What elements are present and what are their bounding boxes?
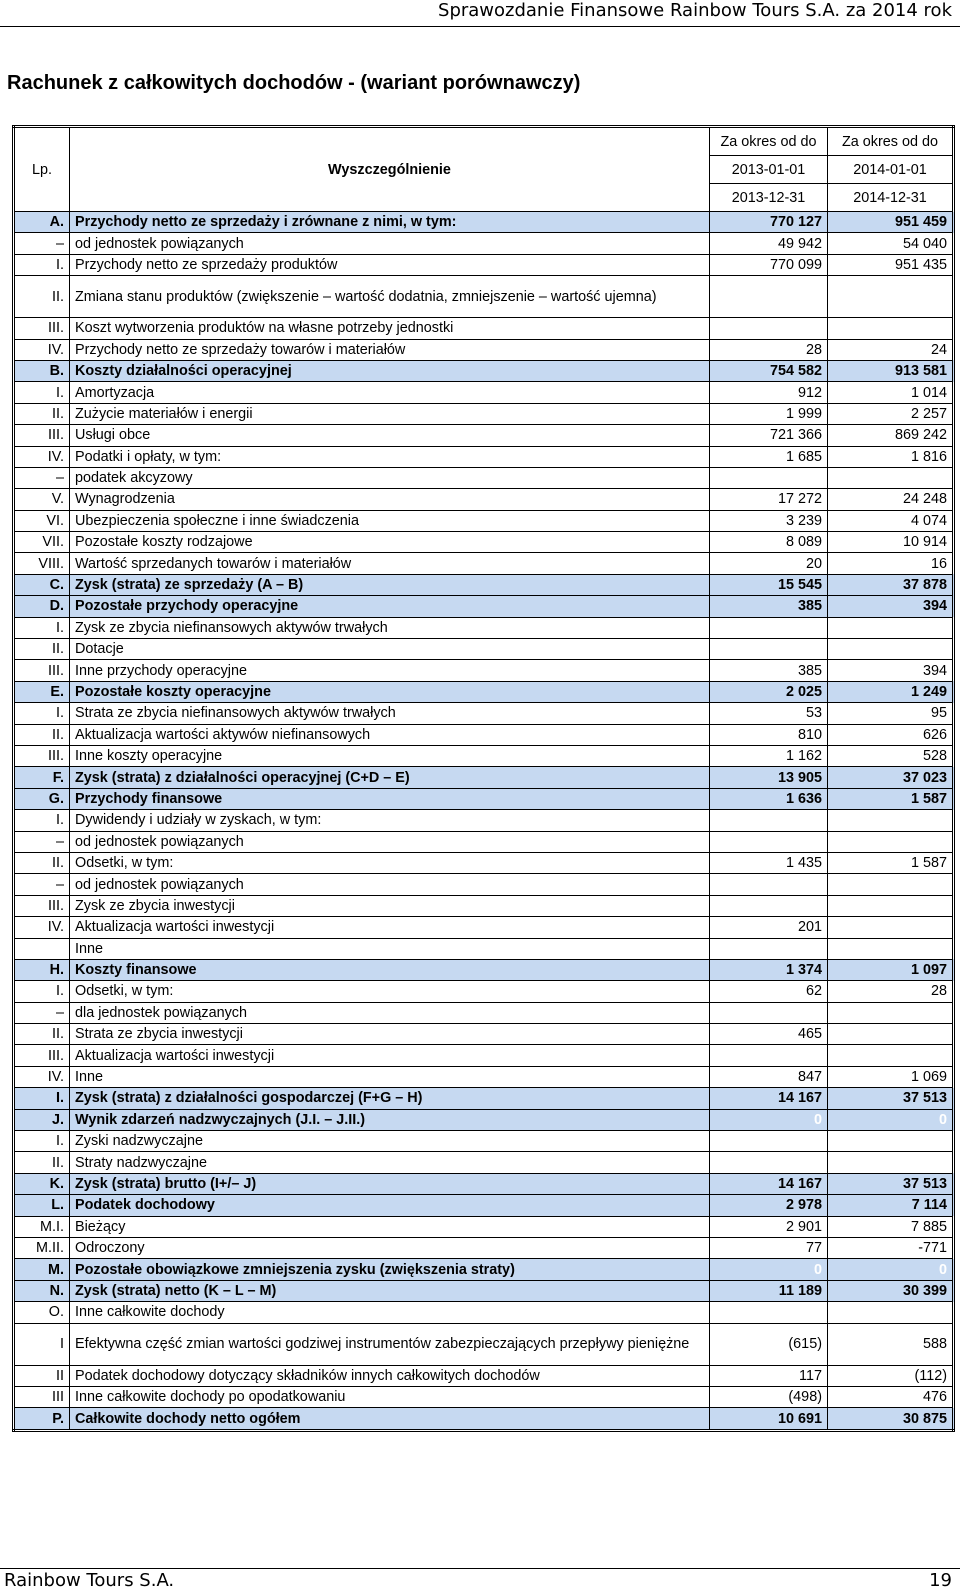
row-value-2013 <box>710 1131 828 1152</box>
row-value-2013 <box>710 1152 828 1173</box>
row-label: Przychody netto ze sprzedaży produktów <box>70 254 710 275</box>
row-label: Aktualizacja wartości inwestycji <box>70 917 710 938</box>
row-label: podatek akcyzowy <box>70 467 710 488</box>
row-label: Inne przychody operacyjne <box>70 660 710 681</box>
row-label: Wartość sprzedanych towarów i materiałów <box>70 553 710 574</box>
table-row <box>14 1195 954 1216</box>
table-row <box>14 553 954 574</box>
desc-header-top <box>70 127 710 156</box>
row-value-2014: 1 097 <box>828 959 954 980</box>
row-lp: III. <box>14 745 70 766</box>
row-value-2014: 0 <box>828 1109 954 1130</box>
row-value-2014: 476 <box>828 1386 954 1407</box>
row-label: Efektywna część zmian wartości godziwej instrumentów zabezpieczających przepływy pieniężne <box>70 1323 710 1365</box>
row-value-2013: 385 <box>710 660 828 681</box>
row-label: Przychody finansowe <box>70 788 710 809</box>
table-row <box>14 1066 954 1087</box>
row-value-2013: (498) <box>710 1386 828 1407</box>
row-value-2014: 95 <box>828 703 954 724</box>
table-row <box>14 724 954 745</box>
row-label: Wynagrodzenia <box>70 489 710 510</box>
row-lp: I <box>14 1323 70 1365</box>
row-lp: IV. <box>14 917 70 938</box>
table-row <box>14 1152 954 1173</box>
table-row <box>14 212 954 233</box>
period2-from: 2014-01-01 <box>828 156 954 184</box>
row-label: Inne <box>70 938 710 959</box>
table-row <box>14 318 954 339</box>
table-row <box>14 339 954 360</box>
table-row <box>14 681 954 702</box>
table-row <box>14 895 954 916</box>
table-row <box>14 1302 954 1323</box>
row-value-2014 <box>828 1302 954 1323</box>
row-value-2014: 10 914 <box>828 532 954 553</box>
row-value-2013 <box>710 318 828 339</box>
row-value-2014 <box>828 1152 954 1173</box>
row-label: Wynik zdarzeń nadzwyczajnych (J.I. – J.II.) <box>70 1109 710 1130</box>
row-value-2014 <box>828 1131 954 1152</box>
row-value-2013: 2 978 <box>710 1195 828 1216</box>
row-value-2013: 11 189 <box>710 1280 828 1301</box>
table-row <box>14 1109 954 1130</box>
row-label: Inne całkowite dochody po opodatkowaniu <box>70 1386 710 1407</box>
row-label: Dotacje <box>70 639 710 660</box>
table-row <box>14 254 954 275</box>
period1-to: 2013-12-31 <box>710 184 828 212</box>
row-label: Odsetki, w tym: <box>70 852 710 873</box>
row-value-2014: 626 <box>828 724 954 745</box>
row-lp: V. <box>14 489 70 510</box>
row-value-2013: 49 942 <box>710 233 828 254</box>
row-value-2014: 7 114 <box>828 1195 954 1216</box>
row-label: Zysk ze zbycia inwestycji <box>70 895 710 916</box>
row-lp: VI. <box>14 510 70 531</box>
row-label: Zysk (strata) z działalności gospodarczej (F+G – H) <box>70 1088 710 1109</box>
row-value-2014: 7 885 <box>828 1216 954 1237</box>
table-row <box>14 745 954 766</box>
row-lp: – <box>14 233 70 254</box>
row-value-2014: 28 <box>828 981 954 1002</box>
row-value-2013: 77 <box>710 1237 828 1258</box>
header-rule <box>0 26 960 27</box>
row-lp: D. <box>14 596 70 617</box>
row-value-2014: 37 513 <box>828 1173 954 1194</box>
row-lp: II. <box>14 403 70 424</box>
row-lp: II. <box>14 852 70 873</box>
row-value-2013: 15 545 <box>710 574 828 595</box>
row-label: dla jednostek powiązanych <box>70 1002 710 1023</box>
row-value-2014: 16 <box>828 553 954 574</box>
row-lp: II. <box>14 1024 70 1045</box>
row-value-2013: 754 582 <box>710 360 828 381</box>
table-row <box>14 981 954 1002</box>
row-label: Usługi obce <box>70 425 710 446</box>
row-label: Zysk (strata) brutto (I+/– J) <box>70 1173 710 1194</box>
row-lp: II. <box>14 639 70 660</box>
table-row <box>14 510 954 531</box>
row-lp: O. <box>14 1302 70 1323</box>
row-value-2014: 37 878 <box>828 574 954 595</box>
row-label: Inne koszty operacyjne <box>70 745 710 766</box>
table-row <box>14 703 954 724</box>
row-label: Zyski nadzwyczajne <box>70 1131 710 1152</box>
table-row <box>14 617 954 638</box>
table-row <box>14 1045 954 1066</box>
row-lp: III. <box>14 660 70 681</box>
row-value-2014: (112) <box>828 1365 954 1386</box>
row-lp: II. <box>14 276 70 318</box>
row-value-2014: 24 <box>828 339 954 360</box>
row-value-2014 <box>828 917 954 938</box>
row-value-2013: 1 999 <box>710 403 828 424</box>
row-label: Zmiana stanu produktów (zwiększenie – wartość dodatnia, zmniejszenie – wartość ujemna) <box>70 276 710 318</box>
row-label: Zysk ze zbycia niefinansowych aktywów trwałych <box>70 617 710 638</box>
row-lp: IV. <box>14 446 70 467</box>
row-lp: B. <box>14 360 70 381</box>
row-label: Koszt wytworzenia produktów na własne potrzeby jednostki <box>70 318 710 339</box>
period2-label: Za okres od do <box>828 127 954 156</box>
table-row <box>14 1280 954 1301</box>
row-lp: – <box>14 1002 70 1023</box>
table-row <box>14 917 954 938</box>
row-lp: III. <box>14 1045 70 1066</box>
row-value-2014: 1 249 <box>828 681 954 702</box>
row-lp: I. <box>14 617 70 638</box>
row-value-2014: 54 040 <box>828 233 954 254</box>
row-lp: III. <box>14 425 70 446</box>
row-value-2013: 912 <box>710 382 828 403</box>
row-lp: J. <box>14 1109 70 1130</box>
row-label: Przychody netto ze sprzedaży towarów i materiałów <box>70 339 710 360</box>
table-row <box>14 446 954 467</box>
row-value-2013: 3 239 <box>710 510 828 531</box>
period1-from: 2013-01-01 <box>710 156 828 184</box>
row-lp: I. <box>14 382 70 403</box>
row-value-2013: 0 <box>710 1109 828 1130</box>
table-row <box>14 852 954 873</box>
row-label: Zysk (strata) ze sprzedaży (A – B) <box>70 574 710 595</box>
row-lp: – <box>14 831 70 852</box>
row-label: Koszty działalności operacyjnej <box>70 360 710 381</box>
table-row <box>14 467 954 488</box>
row-label: Ubezpieczenia społeczne i inne świadczenia <box>70 510 710 531</box>
row-value-2013 <box>710 276 828 318</box>
row-lp: M.II. <box>14 1237 70 1258</box>
row-label: Aktualizacja wartości aktywów niefinansowych <box>70 724 710 745</box>
row-value-2014 <box>828 1002 954 1023</box>
row-value-2013: 53 <box>710 703 828 724</box>
row-label: Pozostałe obowiązkowe zmniejszenia zysku (zwiększenia straty) <box>70 1259 710 1280</box>
row-value-2013: 28 <box>710 339 828 360</box>
lp-header-top <box>14 127 70 156</box>
table-row <box>14 1259 954 1280</box>
row-value-2013 <box>710 467 828 488</box>
row-value-2014 <box>828 318 954 339</box>
row-value-2013: 721 366 <box>710 425 828 446</box>
table-row <box>14 1024 954 1045</box>
row-value-2014: 394 <box>828 596 954 617</box>
row-lp: II. <box>14 724 70 745</box>
row-value-2013 <box>710 639 828 660</box>
row-lp: III <box>14 1386 70 1407</box>
row-value-2013: 201 <box>710 917 828 938</box>
row-label: Podatek dochodowy dotyczący składników innych całkowitych dochodów <box>70 1365 710 1386</box>
row-value-2014: 24 248 <box>828 489 954 510</box>
row-value-2013: 20 <box>710 553 828 574</box>
row-value-2014: 951 459 <box>828 212 954 233</box>
row-label: od jednostek powiązanych <box>70 233 710 254</box>
table-row <box>14 874 954 895</box>
row-value-2013: 1 636 <box>710 788 828 809</box>
row-label: od jednostek powiązanych <box>70 874 710 895</box>
table-row <box>14 596 954 617</box>
row-value-2014 <box>828 639 954 660</box>
row-value-2014: 1 014 <box>828 382 954 403</box>
row-value-2014: 0 <box>828 1259 954 1280</box>
row-value-2014: 394 <box>828 660 954 681</box>
row-lp: I. <box>14 703 70 724</box>
row-lp: II. <box>14 1152 70 1173</box>
row-lp: A. <box>14 212 70 233</box>
table-row <box>14 276 954 318</box>
table-row <box>14 959 954 980</box>
row-label: Podatki i opłaty, w tym: <box>70 446 710 467</box>
row-label: od jednostek powiązanych <box>70 831 710 852</box>
row-lp: – <box>14 467 70 488</box>
row-value-2013: 770 127 <box>710 212 828 233</box>
table-row <box>14 403 954 424</box>
header-row-3 <box>14 184 954 212</box>
table-row <box>14 382 954 403</box>
table-row <box>14 767 954 788</box>
row-value-2014 <box>828 810 954 831</box>
row-value-2014 <box>828 276 954 318</box>
row-label: Strata ze zbycia niefinansowych aktywów trwałych <box>70 703 710 724</box>
table-row <box>14 660 954 681</box>
row-value-2013: 1 685 <box>710 446 828 467</box>
table-row <box>14 1365 954 1386</box>
row-value-2014: 37 023 <box>828 767 954 788</box>
table-row <box>14 532 954 553</box>
table-row <box>14 1323 954 1365</box>
running-header: Sprawozdanie Finansowe Rainbow Tours S.A. za 2014 rok <box>438 0 952 21</box>
row-lp: I. <box>14 254 70 275</box>
row-lp: P. <box>14 1408 70 1430</box>
row-lp: N. <box>14 1280 70 1301</box>
row-label: Bieżący <box>70 1216 710 1237</box>
table-row <box>14 574 954 595</box>
table-row <box>14 489 954 510</box>
row-value-2013: 14 167 <box>710 1088 828 1109</box>
row-lp: VIII. <box>14 553 70 574</box>
row-value-2013: (615) <box>710 1323 828 1365</box>
table-row <box>14 938 954 959</box>
row-lp: I. <box>14 981 70 1002</box>
row-label: Dywidendy i udziały w zyskach, w tym: <box>70 810 710 831</box>
row-value-2014: 951 435 <box>828 254 954 275</box>
row-value-2013: 770 099 <box>710 254 828 275</box>
row-value-2014 <box>828 1024 954 1045</box>
row-value-2014: 869 242 <box>828 425 954 446</box>
row-value-2013 <box>710 831 828 852</box>
row-value-2014 <box>828 467 954 488</box>
row-value-2013 <box>710 810 828 831</box>
row-value-2013: 2 901 <box>710 1216 828 1237</box>
table-row <box>14 1131 954 1152</box>
row-value-2014: 1 587 <box>828 788 954 809</box>
row-value-2014: 913 581 <box>828 360 954 381</box>
row-value-2013: 1 435 <box>710 852 828 873</box>
row-value-2014 <box>828 617 954 638</box>
row-value-2014 <box>828 874 954 895</box>
row-lp: I. <box>14 1088 70 1109</box>
row-value-2013: 13 905 <box>710 767 828 788</box>
row-value-2014: 528 <box>828 745 954 766</box>
row-label: Inne <box>70 1066 710 1087</box>
row-label: Koszty finansowe <box>70 959 710 980</box>
row-value-2013 <box>710 617 828 638</box>
row-lp: IV. <box>14 339 70 360</box>
row-label: Zysk (strata) z działalności operacyjnej (C+D – E) <box>70 767 710 788</box>
row-label: Aktualizacja wartości inwestycji <box>70 1045 710 1066</box>
row-value-2013: 847 <box>710 1066 828 1087</box>
period2-to: 2014-12-31 <box>828 184 954 212</box>
row-value-2014: 30 875 <box>828 1408 954 1430</box>
row-label: Zużycie materiałów i energii <box>70 403 710 424</box>
row-lp: – <box>14 874 70 895</box>
desc-header-bottom <box>70 184 710 212</box>
row-value-2013 <box>710 1045 828 1066</box>
row-label: Odsetki, w tym: <box>70 981 710 1002</box>
row-value-2013 <box>710 1002 828 1023</box>
row-value-2013: 62 <box>710 981 828 1002</box>
row-label: Strata ze zbycia inwestycji <box>70 1024 710 1045</box>
header-row-1 <box>14 127 954 156</box>
table-row <box>14 425 954 446</box>
row-value-2013: 10 691 <box>710 1408 828 1430</box>
row-value-2014: 1 587 <box>828 852 954 873</box>
row-value-2013: 2 025 <box>710 681 828 702</box>
row-lp: K. <box>14 1173 70 1194</box>
row-value-2013: 17 272 <box>710 489 828 510</box>
footer-rule <box>0 1568 960 1569</box>
row-lp: M. <box>14 1259 70 1280</box>
table-row <box>14 788 954 809</box>
row-lp: H. <box>14 959 70 980</box>
income-statement-table <box>12 125 955 1432</box>
row-value-2014: 2 257 <box>828 403 954 424</box>
row-label: Zysk (strata) netto (K – L – M) <box>70 1280 710 1301</box>
table-row <box>14 1088 954 1109</box>
row-label: Całkowite dochody netto ogółem <box>70 1408 710 1430</box>
row-value-2013 <box>710 895 828 916</box>
row-value-2013: 385 <box>710 596 828 617</box>
row-lp: I. <box>14 810 70 831</box>
table-row <box>14 1002 954 1023</box>
row-lp: M.I. <box>14 1216 70 1237</box>
row-label: Przychody netto ze sprzedaży i zrównane z nimi, w tym: <box>70 212 710 233</box>
table-row <box>14 233 954 254</box>
row-label: Pozostałe koszty operacyjne <box>70 681 710 702</box>
row-value-2014 <box>828 1045 954 1066</box>
table-row <box>14 1216 954 1237</box>
table-row <box>14 1386 954 1407</box>
row-lp: I. <box>14 1131 70 1152</box>
table-row <box>14 1237 954 1258</box>
row-value-2013 <box>710 874 828 895</box>
period1-label: Za okres od do <box>710 127 828 156</box>
page-number: 19 <box>929 1570 952 1591</box>
row-value-2014: 30 399 <box>828 1280 954 1301</box>
row-lp: II <box>14 1365 70 1386</box>
page-title: Rachunek z całkowitych dochodów - (wariant porównawczy) <box>7 72 581 94</box>
row-label: Pozostałe koszty rodzajowe <box>70 532 710 553</box>
row-value-2013: 465 <box>710 1024 828 1045</box>
footer-company: Rainbow Tours S.A. <box>4 1570 175 1591</box>
row-value-2014: 1 816 <box>828 446 954 467</box>
lp-header: Lp. <box>14 156 70 184</box>
row-label: Podatek dochodowy <box>70 1195 710 1216</box>
row-value-2014: -771 <box>828 1237 954 1258</box>
row-lp: L. <box>14 1195 70 1216</box>
row-value-2014 <box>828 895 954 916</box>
row-lp <box>14 938 70 959</box>
row-lp: F. <box>14 767 70 788</box>
row-value-2013: 117 <box>710 1365 828 1386</box>
row-value-2013: 0 <box>710 1259 828 1280</box>
row-lp: IV. <box>14 1066 70 1087</box>
row-value-2014: 1 069 <box>828 1066 954 1087</box>
row-value-2013: 810 <box>710 724 828 745</box>
row-value-2014: 4 074 <box>828 510 954 531</box>
header-row-2 <box>14 156 954 184</box>
row-value-2013: 1 162 <box>710 745 828 766</box>
desc-header: Wyszczególnienie <box>70 156 710 184</box>
table-body <box>14 212 954 1431</box>
row-lp: C. <box>14 574 70 595</box>
row-label: Pozostałe przychody operacyjne <box>70 596 710 617</box>
row-label: Amortyzacja <box>70 382 710 403</box>
table-row <box>14 1408 954 1430</box>
row-label: Inne całkowite dochody <box>70 1302 710 1323</box>
row-lp: III. <box>14 318 70 339</box>
lp-header-bottom <box>14 184 70 212</box>
row-lp: VII. <box>14 532 70 553</box>
row-value-2014 <box>828 938 954 959</box>
row-label: Straty nadzwyczajne <box>70 1152 710 1173</box>
row-value-2014 <box>828 831 954 852</box>
row-lp: III. <box>14 895 70 916</box>
row-value-2013 <box>710 1302 828 1323</box>
row-value-2014: 37 513 <box>828 1088 954 1109</box>
row-value-2013: 14 167 <box>710 1173 828 1194</box>
table-row <box>14 639 954 660</box>
row-value-2013 <box>710 938 828 959</box>
row-value-2014: 588 <box>828 1323 954 1365</box>
table-row <box>14 810 954 831</box>
row-lp: E. <box>14 681 70 702</box>
table-row <box>14 831 954 852</box>
row-value-2013: 1 374 <box>710 959 828 980</box>
row-label: Odroczony <box>70 1237 710 1258</box>
table-row <box>14 360 954 381</box>
table-row <box>14 1173 954 1194</box>
row-value-2013: 8 089 <box>710 532 828 553</box>
row-lp: G. <box>14 788 70 809</box>
